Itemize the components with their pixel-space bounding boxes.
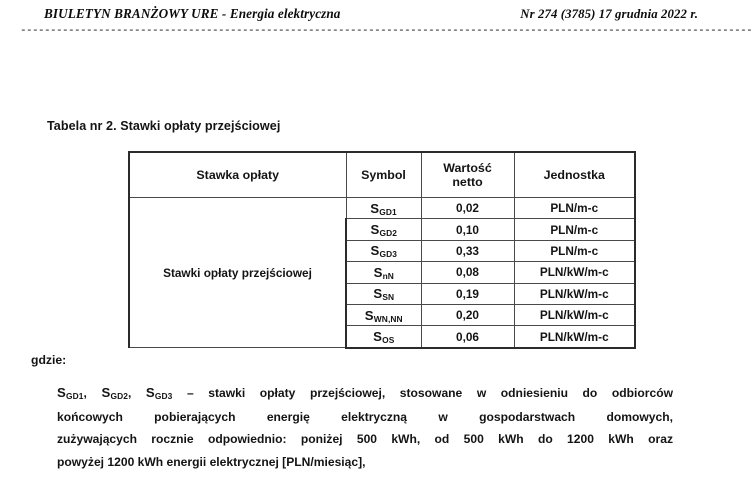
cell-symbol (346, 283, 421, 304)
cell-net-value: 0,33 (421, 240, 514, 261)
fee-table-container (128, 151, 634, 349)
symbol-base: S (370, 222, 380, 238)
cell-unit: PLN/m-c (514, 219, 635, 240)
legend-symbol-gd2: $S_{GD2}$ (101, 385, 128, 401)
bulletin-issue-info: Nr 274 (3785) 17 grudnia 2022 r. (520, 7, 698, 21)
cell-unit: PLN/kW/m-c (514, 262, 635, 283)
row-group-label: Stawki opłaty przejściowej (129, 198, 346, 348)
cell-net-value: 0,06 (421, 326, 514, 348)
symbol-subscript: nN (382, 270, 394, 281)
symbol-base: S (370, 243, 380, 259)
column-header-symbol: Symbol (346, 152, 421, 198)
cell-symbol (346, 326, 421, 348)
cell-net-value: 0,08 (421, 262, 514, 283)
cell-unit: PLN/kW/m-c (514, 326, 635, 348)
legend-separator-2: , (127, 386, 146, 400)
symbol-subscript: OS (382, 335, 395, 346)
cell-net-value: 0,10 (421, 219, 514, 240)
table-caption: Tabela nr 2. Stawki opłaty przejściowej (47, 119, 281, 133)
legend-entry (57, 382, 673, 473)
symbol-text (370, 243, 397, 258)
bulletin-header-row (42, 6, 702, 22)
cell-unit: PLN/kW/m-c (514, 304, 635, 325)
cell-symbol (346, 198, 421, 219)
cell-unit: PLN/m-c (514, 240, 635, 261)
legend-line-1 (57, 382, 673, 406)
legend-line-3: zużywających rocznie odpowiednio: poniżej 500 kWh, od 500 kWh do 1200 kWh oraz (57, 432, 673, 446)
legend-symbol-gd1: $S_{GD1}$ (57, 385, 84, 401)
symbol-subscript: GD3 (379, 249, 398, 260)
symbol-text (370, 222, 397, 237)
symbol-subscript: WN,NN (373, 313, 403, 324)
table-header-row (129, 152, 635, 198)
symbol-base: S (373, 264, 383, 280)
fee-table-header (129, 152, 635, 198)
cell-symbol (346, 262, 421, 283)
cell-net-value: 0,20 (421, 304, 514, 325)
column-header-fee-name: Stawka opłaty (129, 152, 346, 198)
cell-unit: PLN/kW/m-c (514, 283, 635, 304)
bulletin-title: BIULETYN BRANŻOWY URE - Energia elektryczna (44, 6, 341, 21)
bulletin-header (0, 0, 752, 40)
fee-table-body (129, 198, 635, 348)
header-divider: -------------------------------------------------------------------------------------------------------------------------- (20, 25, 752, 37)
cell-symbol (346, 304, 421, 325)
legend-separator-1: , (83, 386, 102, 400)
cell-net-value: 0,19 (421, 283, 514, 304)
symbol-text (370, 201, 397, 216)
cell-symbol (346, 219, 421, 240)
symbol-base: S (373, 329, 383, 345)
column-header-net-value (421, 152, 514, 198)
column-header-unit: Jednostka (514, 152, 635, 198)
symbol-base: S (373, 286, 383, 302)
legend-intro-label: gdzie: (31, 353, 67, 367)
column-header-net-value-line2: netto (452, 175, 483, 189)
cell-unit: PLN/m-c (514, 198, 635, 219)
cell-net-value: 0,02 (421, 198, 514, 219)
legend-dash: – (172, 386, 209, 400)
symbol-base: S (364, 307, 374, 323)
symbol-text (373, 329, 394, 344)
symbol-subscript: SN (382, 292, 395, 303)
legend-symbol-gd3: $S_{GD3}$ (145, 385, 173, 401)
symbol-text (374, 265, 394, 280)
table-row (129, 198, 635, 219)
legend-line-1-text: stawki opłaty przejściowej, stosowane w odniesieniu do odbiorców (208, 386, 673, 400)
symbol-subscript: GD1 (379, 206, 397, 217)
symbol-text (365, 308, 403, 323)
column-header-net-value-line1: Wartość (443, 161, 492, 175)
symbol-text (373, 286, 394, 301)
cell-symbol (346, 240, 421, 261)
symbol-subscript: GD2 (379, 228, 398, 239)
legend-line-2: końcowych pobierających energię elektryczną w gospodarstwach domowych, (57, 409, 673, 424)
fee-table (128, 151, 636, 349)
legend-line-4: powyżej 1200 kWh energii elektrycznej [PLN/miesiąc], (57, 454, 366, 469)
symbol-base: S (370, 200, 380, 216)
